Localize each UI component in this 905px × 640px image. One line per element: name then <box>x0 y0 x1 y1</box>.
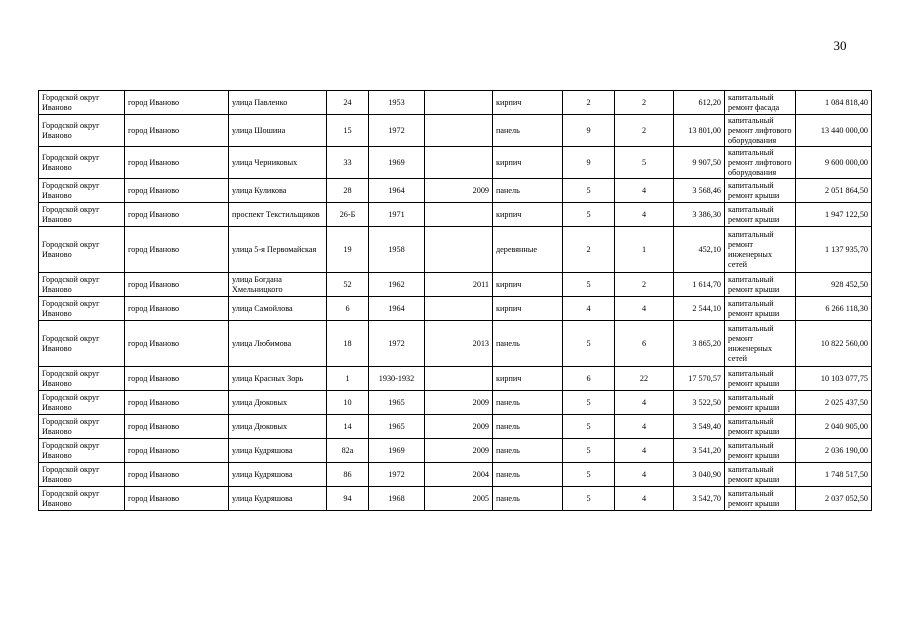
cell-year-renovated <box>425 203 493 227</box>
cell-wall-material: кирпич <box>493 297 563 321</box>
cell-house-number: 28 <box>327 179 369 203</box>
cell-district: Городской округ Иваново <box>39 367 125 391</box>
cell-city: город Иваново <box>125 227 229 273</box>
cell-year-renovated <box>425 297 493 321</box>
cell-wall-material: кирпич <box>493 147 563 179</box>
cell-street: улица Павленко <box>229 91 327 115</box>
cell-cost: 2 036 190,00 <box>796 439 872 463</box>
cell-street: улица Черниковых <box>229 147 327 179</box>
cell-district: Городской округ Иваново <box>39 463 125 487</box>
cell-entrances: 4 <box>615 463 674 487</box>
cell-year-renovated: 2013 <box>425 321 493 367</box>
cell-cost: 13 440 000,00 <box>796 115 872 147</box>
cell-wall-material: кирпич <box>493 91 563 115</box>
cell-district: Городской округ Иваново <box>39 297 125 321</box>
cell-street: улица Кудряшова <box>229 439 327 463</box>
cell-floors: 5 <box>563 321 615 367</box>
cell-district: Городской округ Иваново <box>39 115 125 147</box>
cell-year-built: 1972 <box>369 321 425 367</box>
table-row <box>39 321 872 367</box>
cell-floors: 5 <box>563 487 615 511</box>
cell-work-type: капитальный ремонт лифтового оборудования <box>725 147 796 179</box>
table-row <box>39 415 872 439</box>
cell-year-built: 1930-1932 <box>369 367 425 391</box>
cell-cost: 2 025 437,50 <box>796 391 872 415</box>
cell-cost: 2 037 052,50 <box>796 487 872 511</box>
cell-wall-material: деревянные <box>493 227 563 273</box>
cell-city: город Иваново <box>125 273 229 297</box>
cell-city: город Иваново <box>125 321 229 367</box>
cell-area: 3 865,20 <box>674 321 725 367</box>
cell-entrances: 1 <box>615 227 674 273</box>
cell-wall-material: панель <box>493 179 563 203</box>
cell-area: 3 040,90 <box>674 463 725 487</box>
cell-year-built: 1953 <box>369 91 425 115</box>
cell-entrances: 4 <box>615 439 674 463</box>
cell-work-type: капитальный ремонт крыши <box>725 463 796 487</box>
cell-house-number: 10 <box>327 391 369 415</box>
cell-street: улица Кудряшова <box>229 487 327 511</box>
cell-house-number: 52 <box>327 273 369 297</box>
cell-city: город Иваново <box>125 487 229 511</box>
cell-house-number: 1 <box>327 367 369 391</box>
cell-street: улица Шошина <box>229 115 327 147</box>
cell-cost: 2 051 864,50 <box>796 179 872 203</box>
table-row <box>39 273 872 297</box>
cell-year-built: 1969 <box>369 147 425 179</box>
cell-area: 3 568,46 <box>674 179 725 203</box>
cell-year-renovated <box>425 91 493 115</box>
cell-floors: 2 <box>563 227 615 273</box>
cell-work-type: капитальный ремонт крыши <box>725 391 796 415</box>
cell-district: Городской округ Иваново <box>39 91 125 115</box>
cell-cost: 2 040 905,00 <box>796 415 872 439</box>
cell-floors: 9 <box>563 147 615 179</box>
cell-street: улица Дюковых <box>229 415 327 439</box>
cell-street: улица Любимова <box>229 321 327 367</box>
cell-year-renovated: 2009 <box>425 179 493 203</box>
cell-city: город Иваново <box>125 115 229 147</box>
cell-year-built: 1972 <box>369 463 425 487</box>
cell-floors: 5 <box>563 273 615 297</box>
cell-city: город Иваново <box>125 415 229 439</box>
cell-district: Городской округ Иваново <box>39 273 125 297</box>
cell-year-renovated: 2009 <box>425 391 493 415</box>
cell-city: город Иваново <box>125 391 229 415</box>
cell-city: город Иваново <box>125 297 229 321</box>
cell-floors: 5 <box>563 439 615 463</box>
cell-work-type: капитальный ремонт крыши <box>725 297 796 321</box>
cell-floors: 2 <box>563 91 615 115</box>
table-row <box>39 227 872 273</box>
cell-street: улица Самойлова <box>229 297 327 321</box>
cell-district: Городской округ Иваново <box>39 147 125 179</box>
cell-house-number: 19 <box>327 227 369 273</box>
cell-wall-material: кирпич <box>493 367 563 391</box>
cell-area: 9 907,50 <box>674 147 725 179</box>
cell-work-type: капитальный ремонт крыши <box>725 439 796 463</box>
table-row <box>39 391 872 415</box>
cell-house-number: 15 <box>327 115 369 147</box>
cell-entrances: 4 <box>615 487 674 511</box>
cell-entrances: 2 <box>615 115 674 147</box>
cell-house-number: 86 <box>327 463 369 487</box>
cell-work-type: капитальный ремонт инженерных сетей <box>725 227 796 273</box>
cell-area: 612,20 <box>674 91 725 115</box>
cell-cost: 1 137 935,70 <box>796 227 872 273</box>
table-row <box>39 463 872 487</box>
table-row <box>39 439 872 463</box>
cell-area: 452,10 <box>674 227 725 273</box>
cell-year-renovated <box>425 367 493 391</box>
cell-street: улица Кудряшова <box>229 463 327 487</box>
cell-district: Городской округ Иваново <box>39 391 125 415</box>
cell-district: Городской округ Иваново <box>39 179 125 203</box>
cell-wall-material: панель <box>493 391 563 415</box>
cell-street: улица Красных Зорь <box>229 367 327 391</box>
cell-floors: 5 <box>563 391 615 415</box>
cell-work-type: капитальный ремонт фасада <box>725 91 796 115</box>
cell-year-renovated: 2011 <box>425 273 493 297</box>
cell-work-type: капитальный ремонт крыши <box>725 415 796 439</box>
cell-cost: 1 084 818,40 <box>796 91 872 115</box>
cell-district: Городской округ Иваново <box>39 321 125 367</box>
cell-house-number: 18 <box>327 321 369 367</box>
cell-district: Городской округ Иваново <box>39 227 125 273</box>
cell-city: город Иваново <box>125 91 229 115</box>
housing-table <box>38 90 872 511</box>
cell-wall-material: панель <box>493 439 563 463</box>
cell-city: город Иваново <box>125 203 229 227</box>
cell-year-built: 1964 <box>369 297 425 321</box>
cell-entrances: 4 <box>615 415 674 439</box>
cell-work-type: капитальный ремонт крыши <box>725 367 796 391</box>
cell-year-renovated <box>425 227 493 273</box>
cell-wall-material: панель <box>493 487 563 511</box>
cell-area: 1 614,70 <box>674 273 725 297</box>
cell-house-number: 14 <box>327 415 369 439</box>
cell-house-number: 26-Б <box>327 203 369 227</box>
cell-year-renovated: 2009 <box>425 415 493 439</box>
cell-street: проспект Текстильщиков <box>229 203 327 227</box>
cell-city: город Иваново <box>125 367 229 391</box>
cell-year-renovated: 2009 <box>425 439 493 463</box>
table-row <box>39 297 872 321</box>
cell-year-built: 1968 <box>369 487 425 511</box>
cell-house-number: 33 <box>327 147 369 179</box>
cell-year-built: 1972 <box>369 115 425 147</box>
cell-city: город Иваново <box>125 439 229 463</box>
table-row <box>39 367 872 391</box>
cell-city: город Иваново <box>125 463 229 487</box>
cell-area: 3 522,50 <box>674 391 725 415</box>
cell-area: 3 549,40 <box>674 415 725 439</box>
cell-floors: 5 <box>563 415 615 439</box>
cell-year-renovated: 2004 <box>425 463 493 487</box>
cell-year-renovated: 2005 <box>425 487 493 511</box>
cell-cost: 9 600 000,00 <box>796 147 872 179</box>
cell-work-type: капитальный ремонт крыши <box>725 273 796 297</box>
cell-work-type: капитальный ремонт инженерных сетей <box>725 321 796 367</box>
cell-street: улица Дюковых <box>229 391 327 415</box>
table-row <box>39 91 872 115</box>
cell-area: 2 544,10 <box>674 297 725 321</box>
cell-entrances: 2 <box>615 273 674 297</box>
cell-area: 3 542,70 <box>674 487 725 511</box>
cell-floors: 5 <box>563 463 615 487</box>
cell-year-built: 1969 <box>369 439 425 463</box>
cell-cost: 10 822 560,00 <box>796 321 872 367</box>
cell-district: Городской округ Иваново <box>39 439 125 463</box>
cell-entrances: 4 <box>615 391 674 415</box>
cell-wall-material: панель <box>493 115 563 147</box>
cell-entrances: 6 <box>615 321 674 367</box>
cell-district: Городской округ Иваново <box>39 487 125 511</box>
cell-area: 3 386,30 <box>674 203 725 227</box>
cell-entrances: 4 <box>615 179 674 203</box>
cell-entrances: 2 <box>615 91 674 115</box>
cell-year-built: 1962 <box>369 273 425 297</box>
cell-work-type: капитальный ремонт крыши <box>725 203 796 227</box>
table-row <box>39 147 872 179</box>
cell-entrances: 4 <box>615 297 674 321</box>
table-row <box>39 487 872 511</box>
cell-wall-material: кирпич <box>493 273 563 297</box>
cell-area: 3 541,20 <box>674 439 725 463</box>
cell-house-number: 82а <box>327 439 369 463</box>
cell-floors: 5 <box>563 179 615 203</box>
page-number: 30 <box>833 38 847 53</box>
cell-work-type: капитальный ремонт крыши <box>725 179 796 203</box>
cell-floors: 4 <box>563 297 615 321</box>
cell-wall-material: панель <box>493 415 563 439</box>
cell-year-built: 1965 <box>369 391 425 415</box>
cell-wall-material: кирпич <box>493 203 563 227</box>
cell-year-renovated <box>425 115 493 147</box>
cell-work-type: капитальный ремонт крыши <box>725 487 796 511</box>
cell-area: 13 801,00 <box>674 115 725 147</box>
cell-city: город Иваново <box>125 179 229 203</box>
table-row <box>39 115 872 147</box>
cell-entrances: 5 <box>615 147 674 179</box>
cell-cost: 1 748 517,50 <box>796 463 872 487</box>
cell-street: улица 5-я Первомайская <box>229 227 327 273</box>
cell-year-renovated <box>425 147 493 179</box>
cell-area: 17 570,57 <box>674 367 725 391</box>
cell-house-number: 24 <box>327 91 369 115</box>
cell-district: Городской округ Иваново <box>39 203 125 227</box>
cell-wall-material: панель <box>493 463 563 487</box>
cell-cost: 10 103 077,75 <box>796 367 872 391</box>
table-row <box>39 203 872 227</box>
cell-entrances: 22 <box>615 367 674 391</box>
cell-year-built: 1964 <box>369 179 425 203</box>
cell-city: город Иваново <box>125 147 229 179</box>
cell-street: улица Богдана Хмельницкого <box>229 273 327 297</box>
cell-floors: 5 <box>563 203 615 227</box>
cell-street: улица Куликова <box>229 179 327 203</box>
cell-house-number: 6 <box>327 297 369 321</box>
cell-cost: 6 266 118,30 <box>796 297 872 321</box>
table-row <box>39 179 872 203</box>
cell-house-number: 94 <box>327 487 369 511</box>
cell-year-built: 1971 <box>369 203 425 227</box>
cell-cost: 928 452,50 <box>796 273 872 297</box>
cell-entrances: 4 <box>615 203 674 227</box>
cell-cost: 1 947 122,50 <box>796 203 872 227</box>
cell-floors: 9 <box>563 115 615 147</box>
cell-district: Городской округ Иваново <box>39 415 125 439</box>
cell-year-built: 1958 <box>369 227 425 273</box>
cell-wall-material: панель <box>493 321 563 367</box>
cell-year-built: 1965 <box>369 415 425 439</box>
cell-work-type: капитальный ремонт лифтового оборудования <box>725 115 796 147</box>
cell-floors: 6 <box>563 367 615 391</box>
